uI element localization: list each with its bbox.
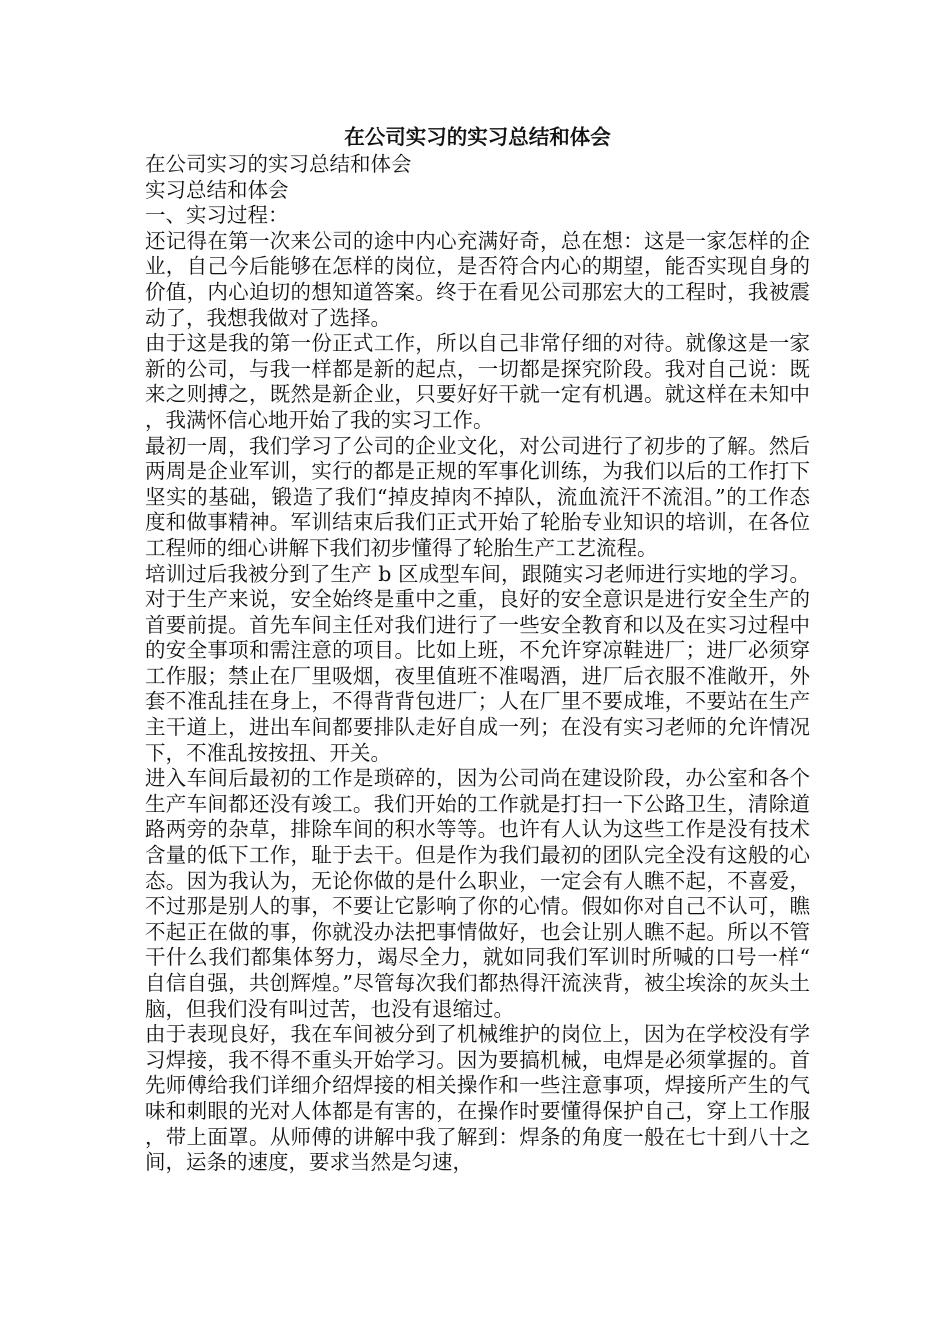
paragraph-5: 进入车间后最初的工作是琐碎的，因为公司尚在建设阶段，办公室和各个生产车间都还没有竣工。我们开始的工作就是打扫一下公路卫生，清除道路两旁的杂草，排除车间的积水等等。也许有人认为这些工作是没有技术含量的低下工作，耻于去干。但是作为我们最初的团队完全没有这般的心态。因为我认为，无论你做的是什么职业，一定会有人瞧不起，不喜爱，不过那是别人的事，不要让它影响了你的心情。假如你对自己不认可，瞧不起正在做的事，你就没办法把事情做好，也会让别人瞧不起。所以不管干什么我们都集体努力，竭尽全力，就如同我们军训时所喊的口号一样“自信自强，共创辉煌。”尽管每次我们都热得汗流浃背，被尘埃涂的灰头土脑，但我们没有叫过苦，也没有退缩过。 xyxy=(145,766,810,1021)
paragraph-2: 由于这是我的第一份正式工作，所以自己非常仔细的对待。就像这是一家新的公司，与我一样都是新的起点，一切都是探究阶段。我对自己说：既来之则搏之，既然是新企业，只要好好干就一定有机遇。就这样在未知中，我满怀信心地开始了我的实习工作。 xyxy=(145,331,810,432)
section-heading: 一、实习过程： xyxy=(145,203,289,228)
paragraph-1: 还记得在第一次来公司的途中内心充满好奇，总在想：这是一家怎样的企业，自己今后能够在怎样的岗位，是否符合内心的期望，能否实现自身的价值，内心迫切的想知道答案。终于在看见公司那宏大的工程时，我被震动了，我想我做对了选择。 xyxy=(145,228,810,330)
paragraph-3: 最初一周，我们学习了公司的企业文化，对公司进行了初步的了解。然后两周是企业军训，实行的都是正规的军事化训练，为我们以后的工作打下坚实的基础，锻造了我们“掉皮掉肉不掉队，流血流汗不流泪。”的工作态度和做事精神。军训结束后我们正式开始了轮胎专业知识的培训，在各位工程师的细心讲解下我们初步懂得了轮胎生产工艺流程。 xyxy=(145,433,810,560)
document-page xyxy=(145,122,810,1176)
paragraph-4: 培训过后我被分到了生产 b 区成型车间，跟随实习老师进行实地的学习。对于生产来说，安全始终是重中之重，良好的安全意识是进行安全生产的首要前提。首先车间主任对我们进行了一些安全教育和以及在实习过程中的安全事项和需注意的项目。比如上班，不允许穿凉鞋进厂；进厂必须穿工作服；禁止在厂里吸烟，夜里值班不准喝酒，进厂后衣服不准敞开，外套不准乱挂在身上，不得背背包进厂；人在厂里不要成堆，不要站在生产主干道上，进出车间都要排队走好自成一列；在没有实习老师的允许情况下，不准乱按按扭、开关。 xyxy=(145,561,810,765)
document-heading: 实习总结和体会 xyxy=(145,177,289,202)
document-subtitle: 在公司实习的实习总结和体会 xyxy=(145,152,412,176)
paragraph-6: 由于表现良好，我在车间被分到了机械维护的岗位上，因为在学校没有学习焊接，我不得不重头开始学习。因为要搞机械，电焊是必须掌握的。首先师傅给我们详细介绍焊接的相关操作和一些注意事项，焊接所产生的气味和刺眼的光对人体都是有害的，在操作时要懂得保护自己，穿上工作服，带上面罩。从师傅的讲解中我了解到：焊条的角度一般在七十到八十之间，运条的速度，要求当然是匀速， xyxy=(145,1022,810,1175)
document-title: 在公司实习的实习总结和体会 xyxy=(344,125,611,149)
